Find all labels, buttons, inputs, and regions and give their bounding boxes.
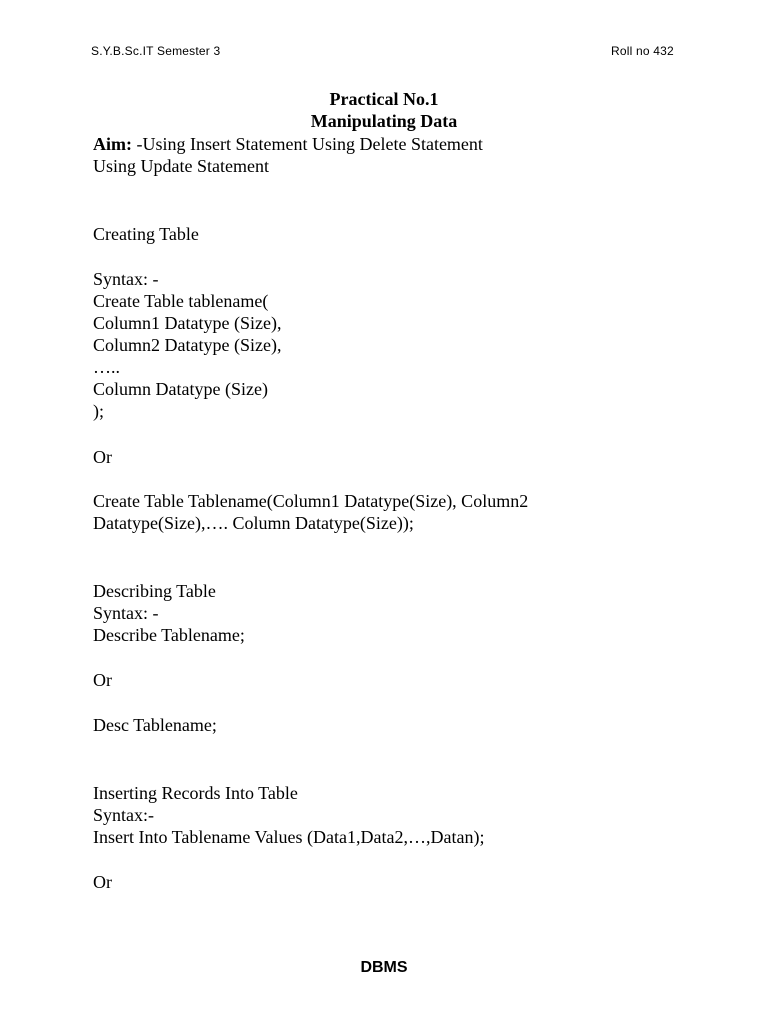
creating-syntax-line: Column Datatype (Size) [93, 379, 268, 399]
aim-continuation: Using Update Statement [93, 156, 269, 176]
creating-syntax-line: ); [93, 401, 104, 421]
describing-or: Or [93, 670, 112, 690]
document-title-block [0, 88, 768, 132]
aim-text: -Using Insert Statement Using Delete Statement [132, 134, 483, 154]
page-header-left: S.Y.B.Sc.IT Semester 3 [91, 44, 221, 58]
describing-syntax-line: Describe Tablename; [93, 625, 245, 645]
inserting-heading: Inserting Records Into Table [93, 783, 298, 803]
creating-syntax-line: Create Table tablename( [93, 291, 269, 311]
inserting-syntax-label: Syntax:- [93, 805, 154, 825]
describing-heading: Describing Table [93, 581, 216, 601]
page-header-right: Roll no 432 [611, 44, 674, 58]
creating-heading: Creating Table [93, 224, 199, 244]
describing-alt-line: Desc Tablename; [93, 715, 217, 735]
page-footer: DBMS [360, 959, 408, 976]
inserting-or: Or [93, 872, 112, 892]
creating-syntax-label: Syntax: - [93, 269, 159, 289]
aim-line [93, 133, 483, 155]
describing-syntax-label: Syntax: - [93, 603, 159, 623]
practical-number: Practical No.1 [329, 89, 439, 109]
creating-or: Or [93, 447, 112, 467]
creating-alt-line: Create Table Tablename(Column1 Datatype(Size), Column2 [93, 491, 529, 511]
creating-syntax-line: Column2 Datatype (Size), [93, 335, 282, 355]
aim-label: Aim: [93, 134, 132, 154]
practical-title: Manipulating Data [310, 111, 458, 131]
creating-syntax-line: Column1 Datatype (Size), [93, 313, 282, 333]
inserting-syntax-line: Insert Into Tablename Values (Data1,Data2,…,Datan); [93, 827, 485, 847]
creating-syntax-line: ….. [93, 357, 120, 377]
creating-alt-line: Datatype(Size),…. Column Datatype(Size)); [93, 513, 414, 533]
